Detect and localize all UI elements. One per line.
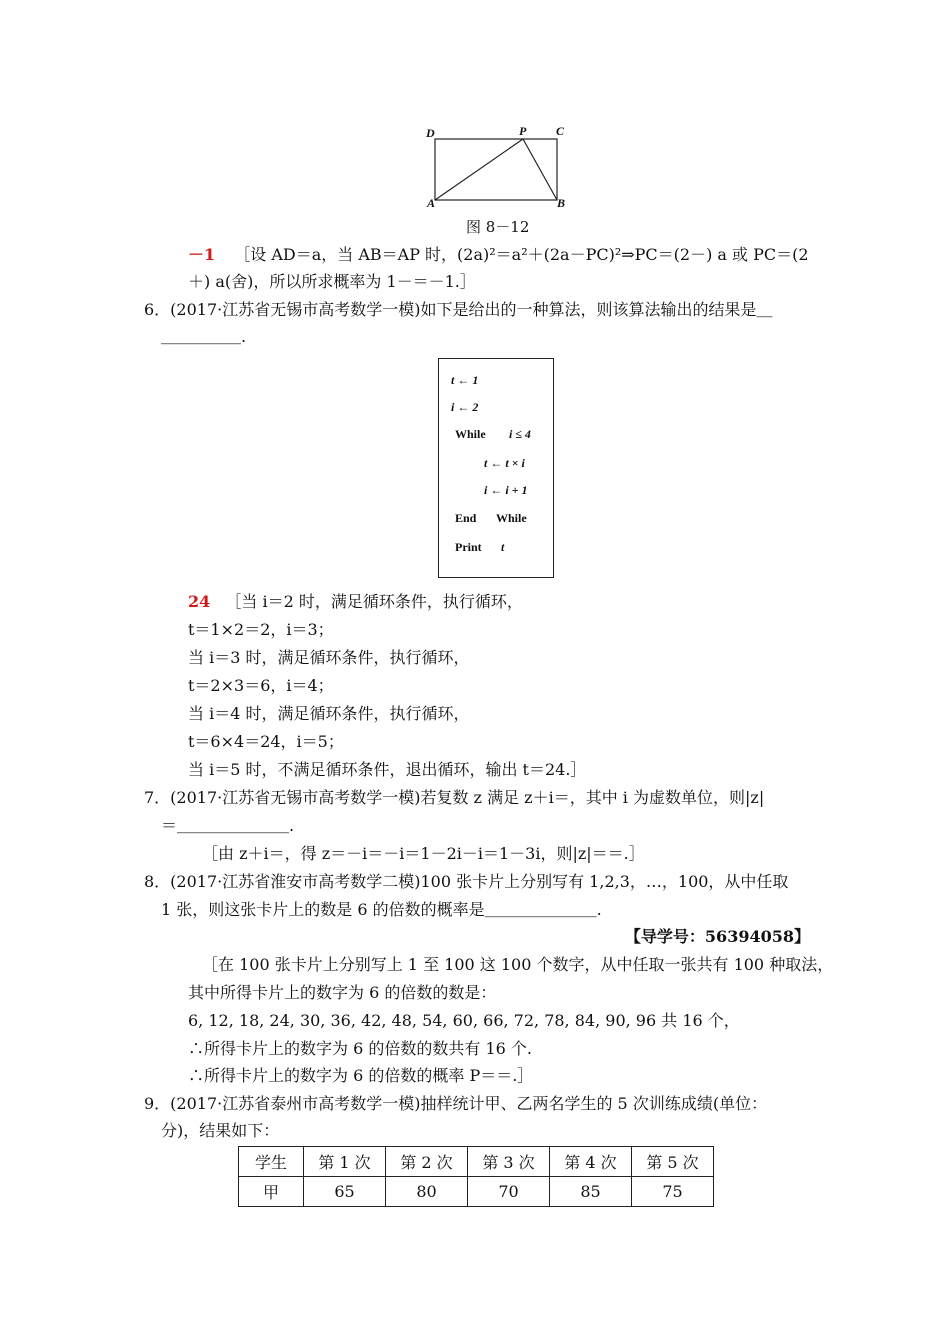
q6-answer-line6: t＝6×4＝24，i＝5；	[188, 732, 344, 751]
segment-pb	[523, 139, 557, 200]
segment-ap	[435, 139, 523, 200]
code-line-3-keyword: While	[455, 427, 486, 441]
q9-question-line1: 9．(2017·江苏省泰州市高考数学一模)抽样统计甲、乙两名学生的 5 次训练成绩(单位：	[144, 1094, 768, 1113]
code-line-2: i ← 2	[451, 400, 479, 414]
rectangle-abcd	[435, 139, 557, 200]
code-line-5: i ← i + 1	[484, 483, 528, 497]
table-header-cell: 第 2 次	[386, 1147, 468, 1177]
q6-answer-value: 24	[188, 592, 211, 611]
table-cell: 70	[468, 1177, 550, 1207]
label-p: P	[519, 124, 527, 138]
code-line-6-end: End	[455, 511, 477, 525]
q8-guide-number: 【导学号：56394058】	[624, 927, 810, 946]
q8-answer-line1: ［在 100 张卡片上分别写上 1 至 100 这 100 个数字，从中任取一张共有 100 种取法，	[202, 955, 834, 974]
q8-answer-line5: ∴所得卡片上的数字为 6 的倍数的概率 P＝＝.］	[188, 1066, 534, 1085]
table-cell: 75	[632, 1177, 714, 1207]
q8-answer-line4: ∴所得卡片上的数字为 6 的倍数的数共有 16 个.	[188, 1039, 532, 1058]
q7-question-line1: 7．(2017·江苏省无锡市高考数学一模)若复数 z 满足 z＋i＝，其中 i 为虚数单位，则|z|	[144, 788, 765, 807]
q6-question-line2: ＿＿＿＿＿.	[161, 327, 247, 346]
table-cell: 85	[550, 1177, 632, 1207]
table-cell: 65	[304, 1177, 386, 1207]
q6-answer-line1	[188, 592, 523, 612]
q6-answer-text1: ［当 i＝2 时，满足循环条件，执行循环，	[225, 592, 523, 611]
q8-answer-line2: 其中所得卡片上的数字为 6 的倍数的数是：	[188, 983, 497, 1002]
label-c: C	[556, 124, 565, 138]
table-header-cell: 第 4 次	[550, 1147, 632, 1177]
code-line-4: t ← t × i	[484, 456, 525, 470]
q7-answer: ［由 z＋i＝，得 z＝－i＝－i＝1－2i－i＝1－3i，则|z|＝＝.］	[202, 844, 645, 863]
q8-question-line2: 1 张，则这张卡片上的数是 6 的倍数的概率是＿＿＿＿＿＿＿.	[161, 900, 602, 919]
q9-question-line2: 分)，结果如下：	[161, 1121, 280, 1140]
table-header-cell: 第 5 次	[632, 1147, 714, 1177]
q5-answer-value: －1	[188, 245, 216, 264]
score-table	[238, 1146, 714, 1207]
code-line-1: t ← 1	[451, 373, 479, 387]
table-header-row	[239, 1147, 714, 1177]
label-b: B	[557, 196, 566, 210]
algorithm-box	[438, 358, 554, 578]
table-header-cell: 第 1 次	[304, 1147, 386, 1177]
code-line-6-while: While	[496, 511, 527, 525]
q6-answer-line2: t＝1×2＝2，i＝3；	[188, 620, 334, 639]
table-row	[239, 1177, 714, 1207]
q7-question-line2: ＝＿＿＿＿＿＿＿.	[161, 816, 295, 835]
q6-answer-line3: 当 i＝3 时，满足循环条件，执行循环，	[188, 648, 470, 667]
label-d: D	[426, 126, 435, 140]
code-line-3-cond: i ≤ 4	[509, 427, 531, 441]
q5-answer-line1	[188, 245, 809, 265]
code-line-7-var: t	[501, 540, 505, 554]
figure-8-12	[420, 120, 570, 210]
label-a: A	[427, 196, 436, 210]
table-header-cell: 第 3 次	[468, 1147, 550, 1177]
q6-answer-line7: 当 i＝5 时，不满足循环条件，退出循环，输出 t＝24.］	[188, 760, 587, 779]
q8-answer-line3: 6, 12, 18, 24, 30, 36, 42, 48, 54, 60, 66, 72, 78, 84, 90, 96 共 16 个，	[188, 1011, 740, 1030]
code-line-7-print: Print	[455, 540, 482, 554]
q8-question-line1: 8．(2017·江苏省淮安市高考数学二模)100 张卡片上分别写有 1,2,3，…，100，从中任取	[144, 872, 789, 891]
q5-answer-text1: ［设 AD＝a，当 AB＝AP 时，(2a)²＝a²＋(2a－PC)²⇒PC＝(2－) a 或 PC＝(2	[234, 245, 809, 264]
figure-caption: 图 8－12	[466, 218, 530, 236]
q6-answer-line5: 当 i＝4 时，满足循环条件，执行循环，	[188, 704, 470, 723]
table-cell: 80	[386, 1177, 468, 1207]
q6-answer-line4: t＝2×3＝6，i＝4；	[188, 676, 334, 695]
table-cell: 甲	[239, 1177, 304, 1207]
q6-question-line1: 6．(2017·江苏省无锡市高考数学一模)如下是给出的一种算法，则该算法输出的结果是＿	[144, 300, 773, 319]
table-header-cell: 学生	[239, 1147, 304, 1177]
q5-answer-line2: ＋) a(舍)，所以所求概率为 1－＝－1.］	[188, 272, 476, 291]
